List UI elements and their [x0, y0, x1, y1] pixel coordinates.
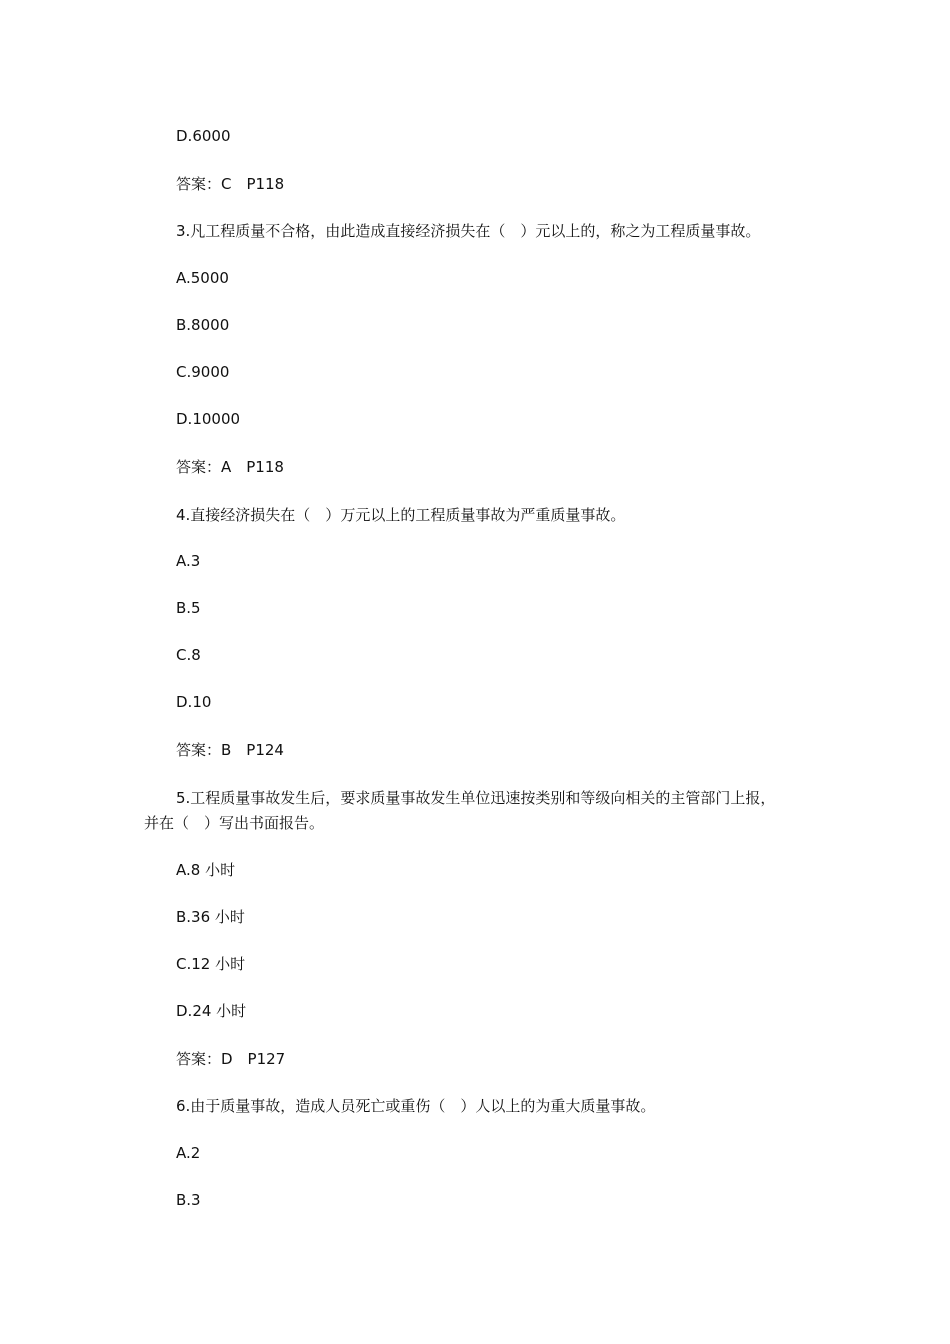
q2-answer: 答案：C P118 [176, 175, 285, 193]
q3-option-c: C.9000 [176, 363, 230, 381]
q4-stem: 4.直接经济损失在（ ）万元以上的工程质量事故为严重质量事故。 [176, 506, 626, 524]
q6-option-b: B.3 [176, 1191, 201, 1209]
q3-option-d: D.10000 [176, 410, 241, 428]
q5-answer: 答案：D P127 [176, 1050, 286, 1068]
q6-option-a: A.2 [176, 1144, 201, 1162]
q5-option-c: C.12 小时 [176, 955, 246, 973]
q3-option-a: A.5000 [176, 269, 229, 287]
q5-option-d: D.24 小时 [176, 1002, 247, 1020]
q3-stem: 3.凡工程质量不合格，由此造成直接经济损失在（ ）元以上的，称之为工程质量事故。 [176, 222, 761, 240]
q3-option-b: B.8000 [176, 316, 230, 334]
q3-answer: 答案：A P118 [176, 458, 284, 476]
q4-option-a: A.3 [176, 552, 201, 570]
q6-stem: 6.由于质量事故，造成人员死亡或重伤（ ）人以上的为重大质量事故。 [176, 1097, 656, 1115]
q4-answer: 答案：B P124 [176, 741, 284, 759]
q5-stem-line2: 并在（ ）写出书面报告。 [144, 814, 325, 832]
q4-option-b: B.5 [176, 599, 201, 617]
q4-option-c: C.8 [176, 646, 201, 664]
q4-option-d: D.10 [176, 693, 212, 711]
q5-stem-line1: 5.工程质量事故发生后，要求质量事故发生单位迅速按类别和等级向相关的主管部门上报， [176, 789, 776, 807]
q5-option-a: A.8 小时 [176, 861, 236, 879]
q2-option-d: D.6000 [176, 127, 231, 145]
q5-option-b: B.36 小时 [176, 908, 245, 926]
